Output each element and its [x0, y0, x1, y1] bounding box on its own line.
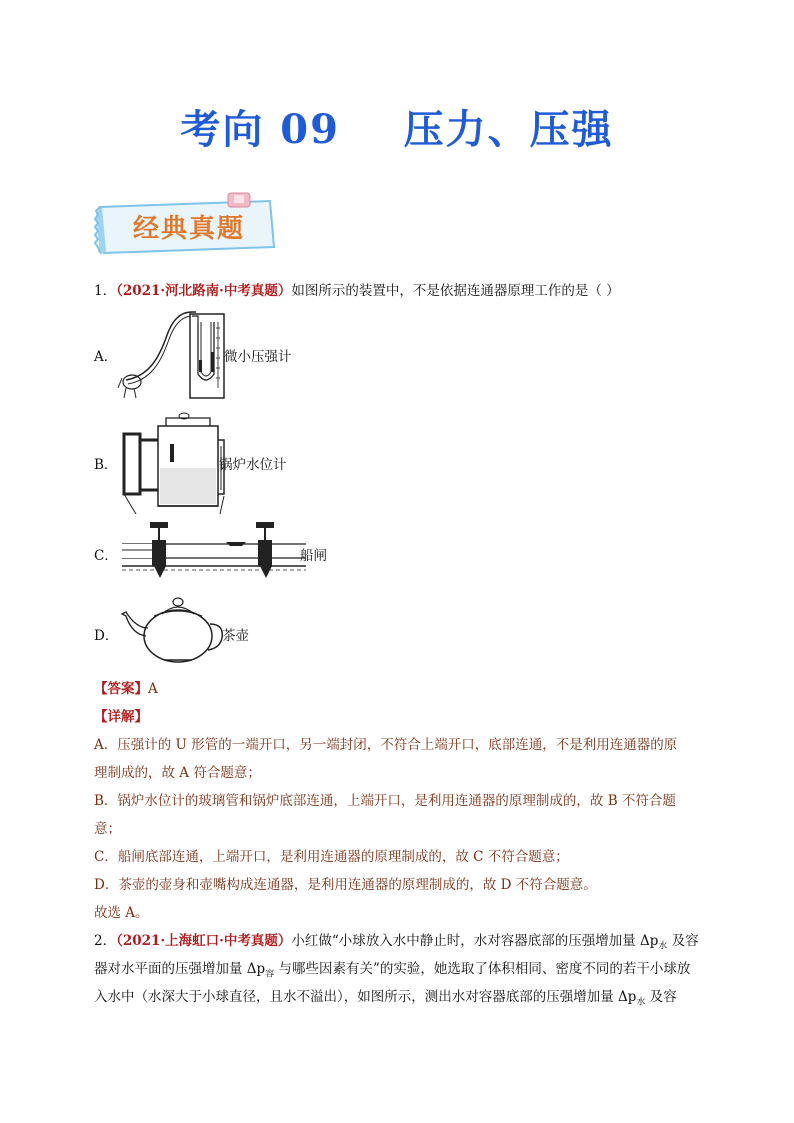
answer-label: 【答案】	[94, 681, 148, 697]
question-2-line-1	[94, 932, 699, 956]
question-stem: 如图所示的装置中，不是依据连通器原理工作的是（ ）	[291, 283, 620, 299]
detail-line: B．锅炉水位计的玻璃管和锅炉底部连通，上端开口，是利用连通器的原理制成的，故 B 不符合题	[94, 793, 676, 809]
option-a-letter: A．	[94, 349, 118, 365]
option-b-caption: 锅炉水位计	[219, 457, 287, 473]
option-a-caption: 微小压强计	[224, 349, 292, 365]
page-title: 考向 09 压力、压强	[180, 106, 614, 153]
question-1-stem-line	[94, 282, 620, 300]
question-text: 入水中（水深大于小球直径，且水不溢出），如图所示，测出水对容器底部的压强增加量 Δp	[94, 989, 637, 1005]
section-badge-label: 经典真题	[132, 214, 245, 244]
detail-line: 意；	[94, 821, 121, 837]
question-text: 与哪些因素有关”的实验，她选取了体积相同、密度不同的若干小球放	[274, 961, 691, 977]
option-d-letter: D．	[94, 628, 119, 644]
detail-line: C．船闸底部连通，上端开口，是利用连通器的原理制成的，故 C 不符合题意；	[94, 849, 569, 865]
question-text: 小红做“小球放入水中静止时，水对容器底部的压强增加量 Δp	[291, 933, 659, 949]
detail-label: 【详解】	[94, 709, 148, 725]
question-2-line-3	[94, 988, 677, 1012]
question-text: 及容	[645, 989, 677, 1005]
subscript: 水	[636, 997, 646, 1008]
question-text: 器对水平面的压强增加量 Δp	[94, 961, 266, 977]
option-d-caption: 茶壶	[222, 628, 249, 644]
answer-line	[94, 680, 158, 698]
option-b-letter: B．	[94, 457, 118, 473]
question-source: （2021·上海虹口·中考真题）	[116, 933, 292, 949]
subscript: 水	[658, 941, 668, 952]
question-number: 2．	[94, 933, 117, 949]
detail-line: A．压强计的 U 形管的一端开口，另一端封闭，不符合上端开口，底部连通，不是利用连通器的原	[94, 737, 678, 753]
question-2-line-2	[94, 960, 690, 984]
teapot-figure	[118, 594, 228, 668]
option-c-caption: 船闸	[300, 548, 327, 564]
detail-line: 理制成的，故 A 符合题意；	[94, 765, 261, 781]
question-source: （2021·河北路南·中考真题）	[116, 283, 292, 299]
subscript: 容	[265, 969, 275, 980]
detail-line: D．茶壶的壶身和壶嘴构成连通器，是利用连通器的原理制成的，故 D 不符合题意。	[94, 877, 597, 893]
ship-lock-figure	[120, 522, 310, 582]
boiler-water-gauge-figure	[120, 410, 230, 520]
option-c-letter: C．	[94, 548, 118, 564]
answer-value: A	[148, 681, 158, 697]
detail-line: 故选 A。	[94, 905, 149, 921]
question-text: 及容	[667, 933, 699, 949]
question-number: 1．	[94, 283, 117, 299]
